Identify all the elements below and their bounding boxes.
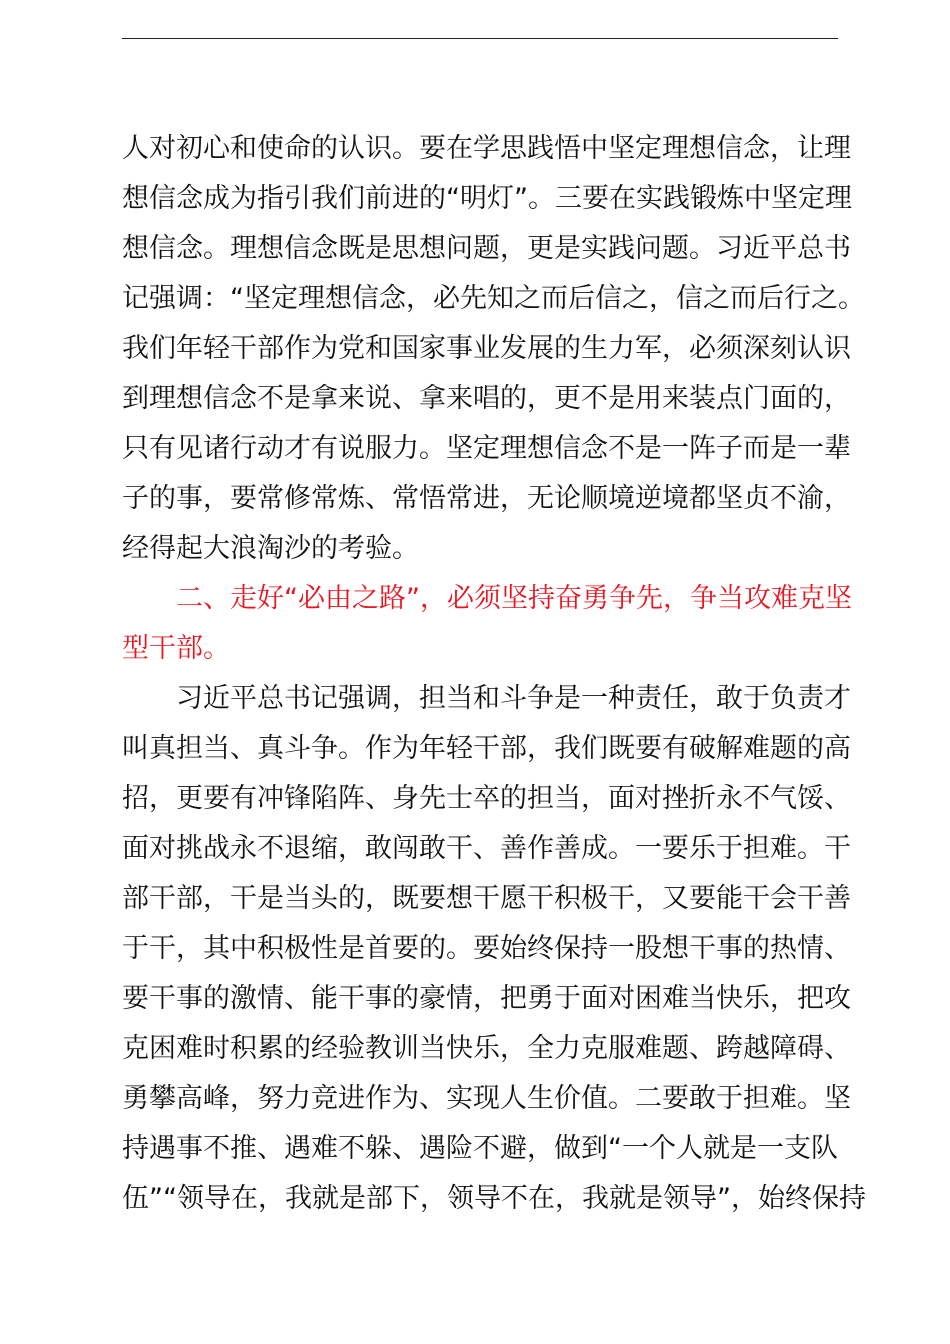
text-line: 经得起大浪淘沙的考验。 xyxy=(122,533,419,564)
text-line: 于 干 ， 其 中 积 极 性 是 首 要 的 。 要 始 终 保 持 一 股 想 干 事 的 热 情 、 xyxy=(122,933,851,964)
text-line: 伍 ” “ 领 导 在 ， 我 就 是 部 下 ， 领 导 不 在 ， 我 就 是 领 导 ” ， 始 终 保 持 xyxy=(122,1183,866,1214)
text-line: 习 近 平 总 书 记 强 调 ， 担 当 和 斗 争 是 一 种 责 任 ， 敢 于 负 责 才 xyxy=(176,683,851,714)
section-heading: 型干部。 xyxy=(122,633,230,664)
text-line: 想 信 念 成 为 指 引 我 们 前 进 的 “ 明 灯 ” 。 三 要 在 实 践 锻 炼 中 坚 定 理 xyxy=(122,183,852,214)
text-line: 到 理 想 信 念 不 是 拿 来 说 、 拿 来 唱 的 ， 更 不 是 用 来 装 点 门 面 的 ， xyxy=(122,383,851,414)
document-body xyxy=(122,124,866,1224)
text-line: 勇 攀 高 峰 ， 努 力 竞 进 作 为 、 实 现 人 生 价 值 。 二 要 敢 于 担 难 。 坚 xyxy=(122,1083,851,1114)
text-line: 想 信 念 。 理 想 信 念 既 是 思 想 问 题 ， 更 是 实 践 问 题 。 习 近 平 总 书 xyxy=(122,233,851,264)
text-line: 面 对 挑 战 永 不 退 缩 ， 敢 闯 敢 干 、 善 作 善 成 。 一 要 乐 于 担 难 。 干 xyxy=(122,833,851,864)
text-line: 我 们 年 轻 干 部 作 为 党 和 国 家 事 业 发 展 的 生 力 军 ， 必 须 深 刻 认 识 xyxy=(122,333,851,364)
text-line: 招 ， 更 要 有 冲 锋 陷 阵 、 身 先 士 卒 的 担 当 ， 面 对 挫 折 永 不 气 馁 、 xyxy=(122,783,851,814)
text-line: 持 遇 事 不 推 、 遇 难 不 躲 、 遇 险 不 避 ， 做 到 “ 一 个 人 就 是 一 支 队 xyxy=(122,1133,838,1164)
text-line: 子 的 事 ， 要 常 修 常 炼 、 常 悟 常 进 ， 无 论 顺 境 逆 境 都 坚 贞 不 渝 ， xyxy=(122,483,851,514)
text-line: 部 干 部 ， 干 是 当 头 的 ， 既 要 想 干 愿 干 积 极 干 ， 又 要 能 干 会 干 善 xyxy=(122,883,851,914)
text-line: 克 困 难 时 积 累 的 经 验 教 训 当 快 乐 ， 全 力 克 服 难 题 、 跨 越 障 碍 、 xyxy=(122,1033,851,1064)
text-line: 记 强 调 ： “ 坚 定 理 想 信 念 ， 必 先 知 之 而 后 信 之 ， 信 之 而 后 行 之 。 xyxy=(122,283,865,314)
header-rule xyxy=(122,38,838,39)
text-line: 只 有 见 诸 行 动 才 有 说 服 力 。 坚 定 理 想 信 念 不 是 一 阵 子 而 是 一 辈 xyxy=(122,433,851,464)
text-line: 叫 真 担 当 、 真 斗 争 。 作 为 年 轻 干 部 ， 我 们 既 要 有 破 解 难 题 的 高 xyxy=(122,733,851,764)
section-heading: 二 、 走 好 “ 必 由 之 路 ” ， 必 须 坚 持 奋 勇 争 先 ， 争 当 攻 难 克 坚 xyxy=(176,583,852,614)
text-line: 要 干 事 的 激 情 、 能 干 事 的 豪 情 ， 把 勇 于 面 对 困 难 当 快 乐 ， 把 攻 xyxy=(122,983,851,1014)
text-line: 人 对 初 心 和 使 命 的 认 识 。 要 在 学 思 践 悟 中 坚 定 理 想 信 念 ， 让 理 xyxy=(122,133,851,164)
